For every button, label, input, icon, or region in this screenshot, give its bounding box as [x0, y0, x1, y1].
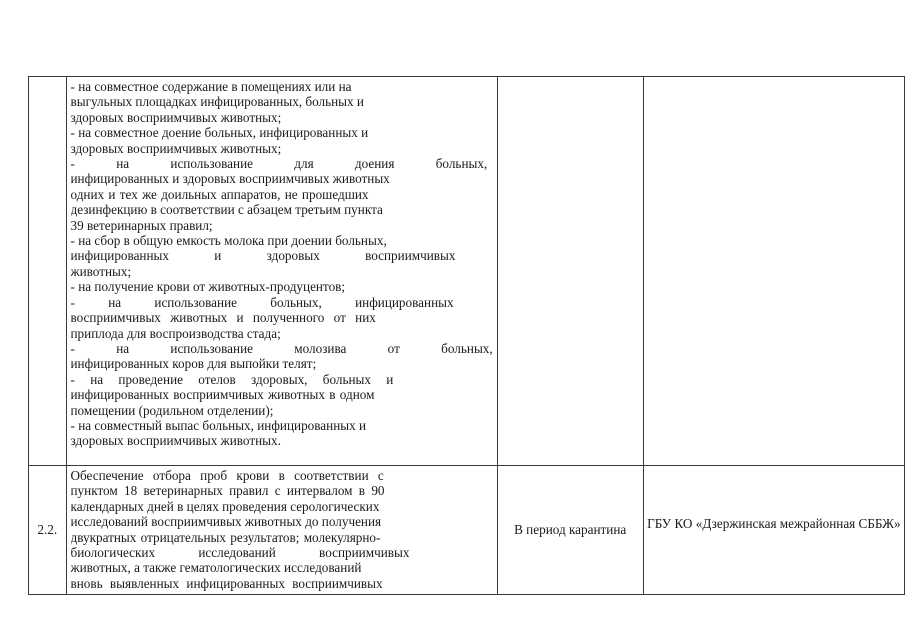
period-cell [497, 466, 643, 595]
text-line: пунктом 18 ветеринарных правил с интервалом в 90 [70, 483, 385, 499]
period-cell [497, 77, 643, 466]
text-line: вновь выявленных инфицированных восприимчивых [70, 575, 383, 591]
measure-text-cell [66, 77, 497, 466]
text-line: - на сбор в общую емкость молока при доении больных, [70, 233, 387, 249]
text-line: - на совместное доение больных, инфицированных и [70, 125, 369, 141]
responsible-text: ГБУ КО «Дзержинская межрайонная СББЖ» [647, 516, 901, 532]
responsible-cell [643, 466, 904, 595]
text-line: инфицированных и здоровых восприимчивых животных [70, 171, 390, 187]
text-line: здоровых восприимчивых животных; [70, 140, 282, 156]
text-line: инфицированных восприимчивых животных в одном [70, 387, 375, 403]
text-line: двукратных отрицательных результатов; молекулярно- [70, 529, 381, 545]
text-line: Обеспечение отбора проб крови в соответствии с [70, 468, 384, 483]
row-number-cell [29, 77, 67, 466]
text-line: дезинфекцию в соответствии с абзацем третьим пункта [70, 202, 383, 218]
table-row [29, 466, 905, 595]
text-line: - на использование больных, инфицированных [70, 294, 454, 310]
text-line: инфицированных и здоровых восприимчивых [70, 248, 456, 264]
table-row [29, 77, 905, 466]
text-line: календарных дней в целях проведения серологических [70, 498, 380, 514]
text-line: - на использование молозива от больных, [70, 340, 493, 356]
text-line: - на проведение отелов здоровых, больных и [70, 371, 394, 387]
period-text: В период карантина [514, 522, 627, 538]
text-line: - на совместный выпас больных, инфицированных и [70, 417, 367, 433]
text-line: помещении (родильном отделении); [70, 402, 274, 418]
measures-table [28, 76, 905, 595]
text-line: одних и тех же доильных аппаратов, не прошедших [70, 186, 369, 202]
text-line: выгульных площадках инфицированных, больных и [70, 94, 364, 110]
text-line: - на использование для доения больных, [70, 156, 488, 172]
row-number-cell [29, 466, 67, 595]
text-line: животных; [70, 263, 132, 279]
text-line: животных, а также гематологических исследований [70, 560, 362, 576]
text-line: 39 ветеринарных правил; [70, 217, 213, 233]
text-line: исследований восприимчивых животных до получения [70, 514, 382, 530]
text-line: - на получение крови от животных-продуцентов; [70, 279, 346, 295]
text-line: здоровых восприимчивых животных. [70, 433, 281, 449]
text-line: - на совместное содержание в помещениях или на [70, 79, 352, 94]
text-line: инфицированных коров для выпойки телят; [70, 356, 317, 372]
responsible-cell [643, 77, 904, 466]
text-line: приплода для воспроизводства стада; [70, 325, 281, 341]
measure-text-cell [66, 466, 497, 595]
row-number: 2.2. [37, 522, 58, 538]
text-line: здоровых восприимчивых животных; [70, 109, 282, 125]
text-line: восприимчивых животных и полученного от них [70, 310, 376, 326]
text-line: биологических исследований восприимчивых [70, 545, 410, 561]
